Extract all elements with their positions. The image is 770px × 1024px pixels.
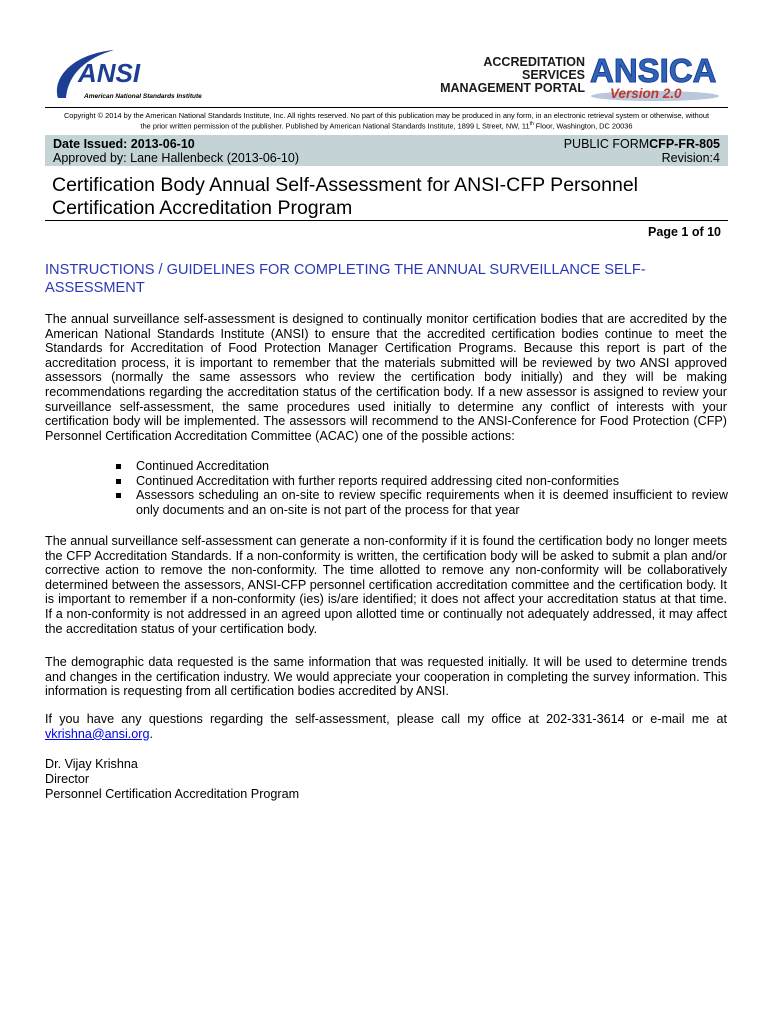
bullet-icon [116,464,121,469]
heading-line-1: INSTRUCTIONS / GUIDELINES FOR COMPLETING THE ANNUAL SURVEILLANCE SELF- [45,262,646,278]
paragraph-contact: If you have any questions regarding the self-assessment, please call my office at 202-331-3614 or e-mail me at vkrishna@ansi.org. [45,712,727,741]
section-heading [45,261,725,297]
signature-block [45,757,299,802]
copyright-line-2: the prior written permission of the publisher. Published by American National Standards Institute, 1899 L Street, NW, 11th Floor, Washington, DC 20036 [140,121,633,131]
heading-line-2: ASSESSMENT [45,280,145,296]
title-rule [45,220,728,221]
bullet-icon [116,479,121,484]
paragraph-nonconformity: The annual surveillance self-assessment can generate a non-conformity if it is found the certification body no longer meets the CFP Accreditation Standards. If a non-conformity is written, the certification body will be asked to submit a plan and/or corrective action to remove the non-conformity. The time allotted to remove any non-conformity will be collaboratively determined between the assessors, ANSI-CFP personnel certification accreditation committee and the certification body. It is important to remember if a non-conformity (ies) is/are identified; it does not affect your accreditation status at that time. If a non-conformity is not addressed in an agreed upon allotted time or continually not adequately addressed, it may affect the accreditation status of your certification body. [45,534,727,636]
copyright-notice [45,111,728,130]
title-line-1: Certification Body Annual Self-Assessment for ANSI-CFP Personnel [52,174,638,196]
portal-line-1: ACCREDITATION SERVICES [483,55,585,82]
document-title [52,174,722,220]
page-number: Page 1 of 10 [648,225,721,239]
date-issued: Date Issued: 2013-06-10 [53,137,195,151]
ansi-logo [52,48,212,104]
ansi-logo-subtitle: American National Standards Institute [84,93,202,100]
approved-by: Approved by: Lane Hallenbeck (2013-06-10) [53,151,299,165]
signature-name: Dr. Vijay Krishna [45,757,138,771]
revision: Revision:4 [661,151,720,165]
signature-program: Personnel Certification Accreditation Program [45,787,300,801]
signature-role: Director [45,772,90,786]
paragraph-intro: The annual surveillance self-assessment is designed to continually monitor certification bodies that are accredited by the American National Standards Institute (ANSI) to ensure that the accredited certification bodies continue to meet the Standards for Accreditation of Food Protection Manager Certification Programs. Because this report is part of the accreditation process, it is important to remember that the materials submitted will be reviewed by two ANSI approved assessors (normally the same assessors who review the certification body initially) and they will be making recommendations regarding the accreditation status of the certification body. If a new assessor is assigned to review your surveillance self-assessment, the same procedures used initially to determine any conflict of interests with your certification body will be implemented. The assessors will recommend to the ANSI-Conference for Food Protection (CFP) Personnel Certification Accreditation Committee (ACAC) one of the possible actions: [45,312,727,443]
actions-list [116,459,728,517]
title-line-2: Certification Accreditation Program [52,197,353,219]
email-link[interactable]: vkrishna@ansi.org [45,726,150,741]
ansica-portal-logo [425,52,725,102]
copyright-line-1: Copyright © 2014 by the American National Standards Institute, Inc. All rights reserved. No part of this publication may be produced in any form, in an electronic retrieval system or otherwise, without [63,111,710,120]
ansica-logo [588,52,723,102]
list-item: Assessors scheduling an on-site to review specific requirements when it is deemed insufficient to review only documents and an on-site is not part of the process for that year [116,488,728,517]
ansica-logo-text: ANSICA [590,52,717,89]
form-number: PUBLIC FORMCFP-FR-805 [563,137,720,151]
list-item: Continued Accreditation with further reports required addressing cited non-conformities [116,474,728,489]
header-rule [45,107,728,108]
paragraph-demographics: The demographic data requested is the same information that was requested initially. It will be used to determine trends and changes in the certification industry. We would appreciate your cooperation in completing the survey information. This information is requesting from all certification bodies accredited by ANSI. [45,655,727,699]
portal-title [425,56,585,95]
ansi-logo-text: ANSI [78,58,141,88]
document-info-bar [45,135,728,166]
list-item: Continued Accreditation [116,459,728,474]
ansica-version: Version 2.0 [610,86,682,101]
bullet-icon [116,493,121,498]
portal-line-2: MANAGEMENT PORTAL [440,81,585,95]
